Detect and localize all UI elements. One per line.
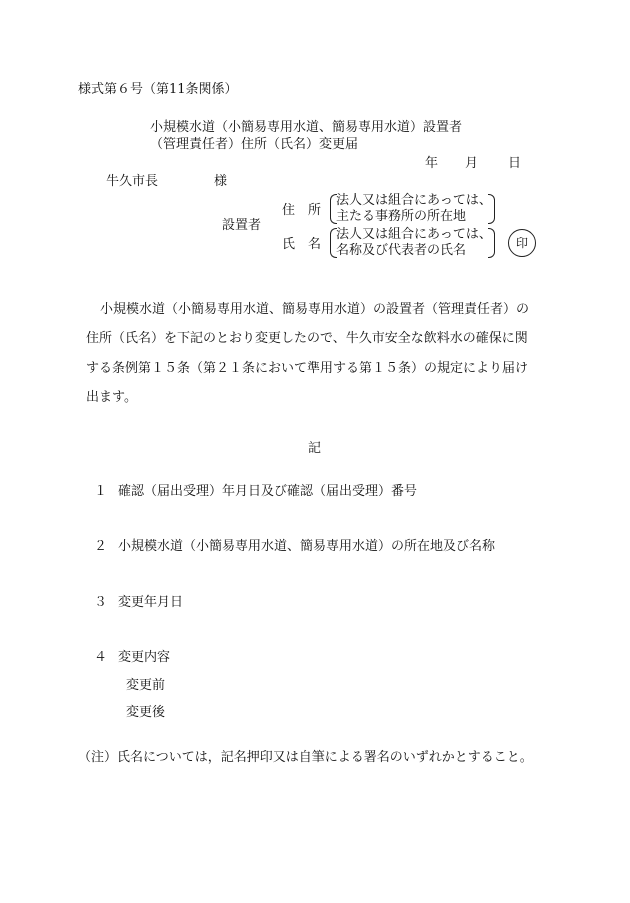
list-item — [94, 539, 495, 555]
name-note-line-2: 名称及び代表者の氏名 — [336, 243, 467, 258]
addressee-honorific: 様 — [214, 174, 228, 189]
addressee-name: 牛久市長 — [106, 174, 159, 189]
item-text: 変更内容 — [118, 650, 171, 665]
seal-mark: 印 — [508, 229, 536, 257]
list-item — [94, 484, 417, 500]
list-item — [94, 650, 170, 666]
applicant-label: 設置者 — [222, 218, 262, 233]
item-text: 小規模水道（小簡易専用水道、簡易専用水道）の所在地及び名称 — [118, 539, 496, 554]
ki-heading: 記 — [308, 441, 322, 456]
footnote: （注）氏名については，記名押印又は自筆による署名のいずれかとすること。 — [78, 750, 533, 765]
list-item — [94, 595, 183, 611]
item-number: ２ — [94, 539, 108, 554]
change-after-label: 変更後 — [126, 705, 166, 720]
item-number: １ — [94, 484, 108, 499]
body-line-4: 出ます。 — [86, 390, 137, 405]
body-line-2: 住所（氏名）を下記のとおり変更したので、牛久市安全な飲料水の確保に関 — [86, 331, 528, 346]
date-year-label: 年 — [425, 156, 439, 171]
name-bracket-right — [488, 228, 495, 258]
address-bracket-right — [488, 194, 495, 224]
name-label: 氏 名 — [282, 237, 322, 252]
form-title-line-1: 小規模水道（小簡易専用水道、簡易専用水道）設置者 — [150, 120, 463, 135]
address-label: 住 所 — [282, 203, 322, 218]
body-line-3: する条例第１５条（第２１条において準用する第１５条）の規定により届け — [86, 361, 529, 376]
address-note-line-1: 法人又は組合にあっては、 — [336, 193, 492, 208]
date-day-label: 日 — [508, 156, 522, 171]
item-text: 確認（届出受理）年月日及び確認（届出受理）番号 — [118, 484, 418, 499]
address-note-line-2: 主たる事務所の所在地 — [336, 209, 467, 224]
item-number: ４ — [94, 650, 108, 665]
form-number-label: 様式第６号（第11条関係） — [78, 82, 238, 97]
item-number: ３ — [94, 595, 108, 610]
body-line-1: 小規模水道（小簡易専用水道、簡易専用水道）の設置者（管理責任者）の — [100, 302, 530, 317]
form-title-line-2: （管理責任者）住所（氏名）変更届 — [150, 137, 359, 152]
item-text: 変更年月日 — [118, 595, 184, 610]
date-month-label: 月 — [465, 156, 479, 171]
change-before-label: 変更前 — [126, 678, 166, 693]
name-note-line-1: 法人又は組合にあっては、 — [336, 227, 492, 242]
